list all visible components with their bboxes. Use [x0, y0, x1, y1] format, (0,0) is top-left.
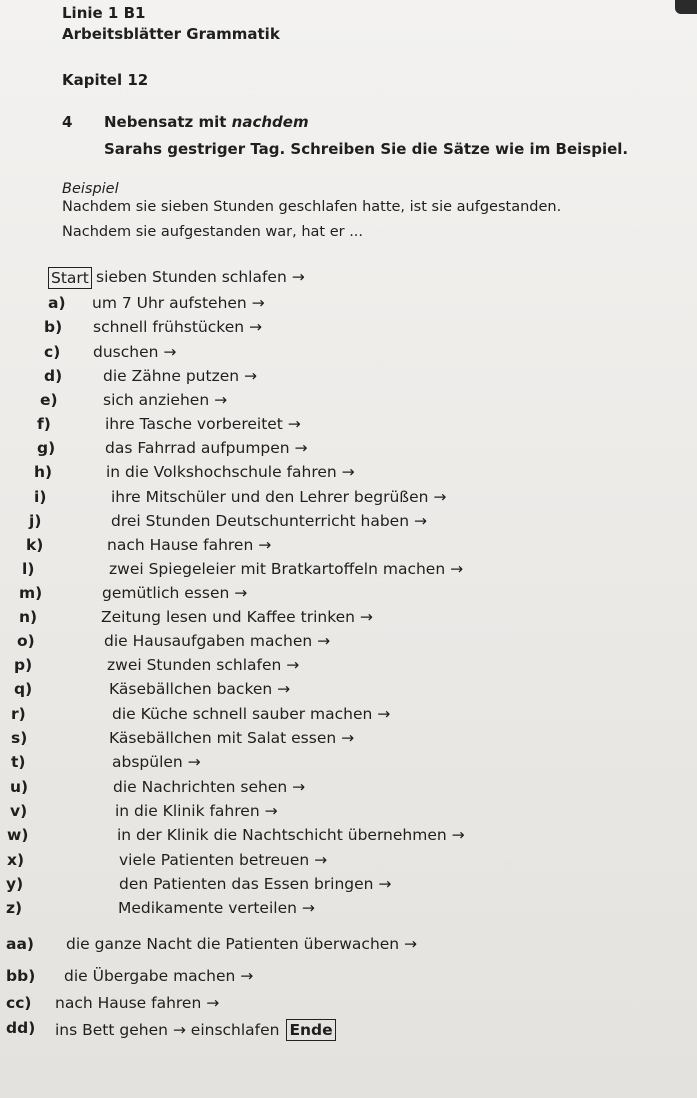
item-label: b): [44, 318, 63, 336]
item-label: q): [14, 680, 33, 698]
item-label: r): [11, 705, 26, 723]
item-label: dd): [6, 1019, 36, 1037]
item-text: Medikamente verteilen →: [118, 899, 315, 917]
item-text: den Patienten das Essen bringen →: [119, 875, 392, 893]
item-text: ihre Mitschüler und den Lehrer begrüßen →: [111, 488, 447, 506]
page-corner-shadow: [675, 0, 697, 14]
item-text: das Fahrrad aufpumpen →: [105, 439, 308, 457]
item-text: Käsebällchen backen →: [109, 680, 291, 698]
item-text: in die Volkshochschule fahren →: [106, 463, 355, 481]
exercise-title: [104, 113, 309, 131]
item-label: k): [26, 536, 44, 554]
worksheet-title: Arbeitsblätter Grammatik: [62, 25, 280, 43]
example-sentence-1: Nachdem sie sieben Stunden geschlafen hatte, ist sie aufgestanden.: [62, 199, 562, 215]
item-text: nach Hause fahren →: [55, 994, 220, 1012]
item-text: Käsebällchen mit Salat essen →: [109, 729, 355, 747]
item-text: die Nachrichten sehen →: [113, 778, 306, 796]
item-label: h): [34, 463, 53, 481]
example-sentence-2: Nachdem sie aufgestanden war, hat er ...: [62, 224, 364, 240]
chapter-title: Kapitel 12: [62, 71, 149, 89]
item-text: um 7 Uhr aufstehen →: [92, 294, 265, 312]
item-label: a): [48, 294, 66, 312]
item-text: abspülen →: [112, 753, 201, 771]
start-box: Start: [48, 267, 92, 289]
item-text: in der Klinik die Nachtschicht übernehmen →: [117, 826, 465, 844]
item-text: die ganze Nacht die Patienten überwachen →: [66, 935, 418, 953]
item-label: g): [37, 439, 56, 457]
item-label: aa): [6, 935, 35, 953]
exercise-title-text: Nebensatz mit: [104, 113, 227, 131]
start-text: sieben Stunden schlafen →: [96, 268, 305, 286]
item-text: die Übergabe machen →: [64, 967, 254, 985]
item-label: z): [6, 899, 23, 917]
item-label: n): [19, 608, 38, 626]
exercise-title-keyword: nachdem: [231, 113, 309, 131]
item-text: gemütlich essen →: [102, 584, 248, 602]
item-text: ihre Tasche vorbereitet →: [105, 415, 301, 433]
item-text: die Hausaufgaben machen →: [104, 632, 331, 650]
item-label: d): [44, 367, 63, 385]
item-label: y): [6, 875, 24, 893]
item-text: sich anziehen →: [103, 391, 228, 409]
item-label: m): [19, 584, 43, 602]
item-label: o): [17, 632, 35, 650]
item-text: drei Stunden Deutschunterricht haben →: [111, 512, 427, 530]
item-text: die Küche schnell sauber machen →: [112, 705, 391, 723]
item-label: j): [29, 512, 42, 530]
item-text: die Zähne putzen →: [103, 367, 257, 385]
item-label: t): [11, 753, 26, 771]
item-label: l): [22, 560, 35, 578]
item-text: Zeitung lesen und Kaffee trinken →: [101, 608, 373, 626]
exercise-number: 4: [62, 113, 73, 131]
last-item-text: ins Bett gehen → einschlafen: [55, 1021, 280, 1039]
item-label: bb): [6, 967, 36, 985]
item-text: nach Hause fahren →: [107, 536, 272, 554]
item-label: i): [34, 488, 47, 506]
item-label: f): [37, 415, 51, 433]
item-text: in die Klinik fahren →: [115, 802, 278, 820]
item-label: c): [44, 343, 61, 361]
item-text: zwei Stunden schlafen →: [107, 656, 300, 674]
course-title: Linie 1 B1: [62, 4, 146, 22]
item-text: duschen →: [93, 343, 177, 361]
item-text: viele Patienten betreuen →: [119, 851, 328, 869]
item-text: [55, 1019, 336, 1041]
item-label: p): [14, 656, 33, 674]
item-label: v): [10, 802, 28, 820]
item-label: e): [40, 391, 58, 409]
item-label: u): [10, 778, 29, 796]
end-box: Ende: [286, 1019, 335, 1041]
item-label: x): [7, 851, 25, 869]
exercise-instruction: Sarahs gestriger Tag. Schreiben Sie die Sätze wie im Beispiel.: [104, 140, 629, 158]
item-label: cc): [6, 994, 32, 1012]
item-label: w): [7, 826, 29, 844]
item-text: zwei Spiegeleier mit Bratkartoffeln machen →: [109, 560, 464, 578]
item-label: s): [11, 729, 28, 747]
item-text: schnell frühstücken →: [93, 318, 262, 336]
example-label: Beispiel: [62, 181, 119, 197]
